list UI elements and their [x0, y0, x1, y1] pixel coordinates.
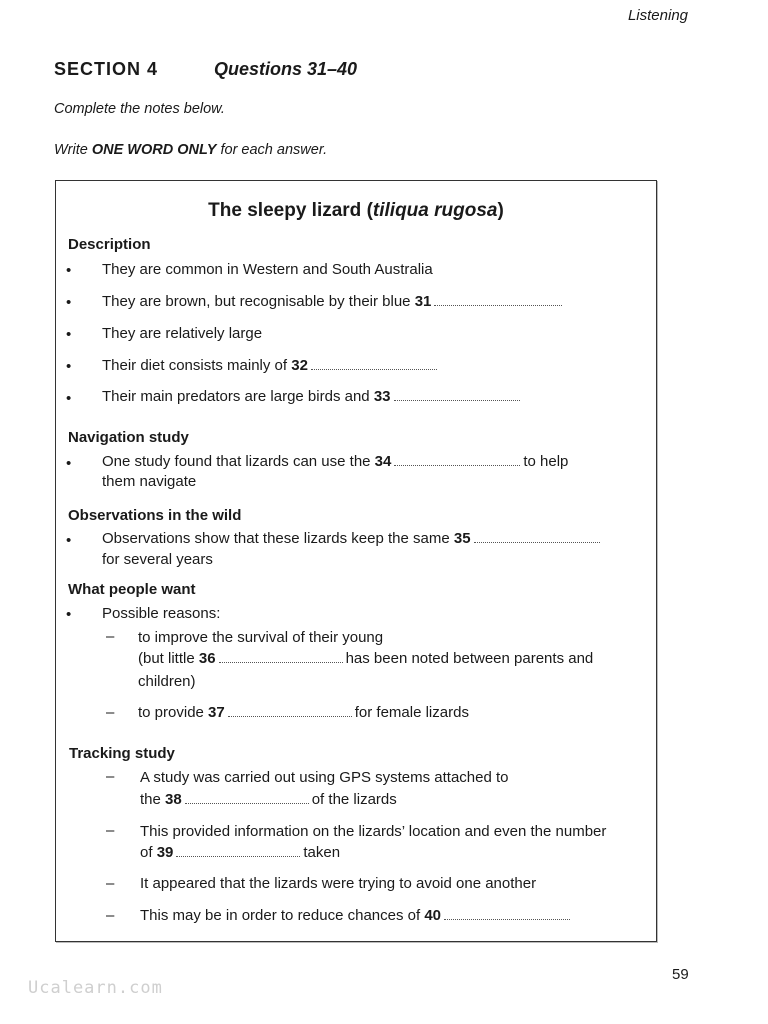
question-34-number: 34 — [374, 453, 392, 470]
question-36-number: 36 — [198, 650, 216, 667]
people-reasons: Possible reasons: — [102, 605, 221, 622]
desc-item-4: Their diet consists mainly of 32 — [102, 355, 440, 376]
instruction-word-limit: Write ONE WORD ONLY for each answer. — [54, 142, 328, 158]
navigation-item-line-2: them navigate — [102, 473, 197, 490]
navigation-item-line-1: One study found that lizards can use the 34 to help — [102, 453, 569, 470]
observations-item-line-2: for several years — [102, 551, 213, 568]
dash-icon: – — [106, 822, 115, 839]
bullet-icon: • — [66, 294, 72, 311]
heading-description: Description — [68, 236, 151, 253]
question-38-number: 38 — [165, 791, 182, 808]
notes-title: The sleepy lizard (tiliqua rugosa) — [208, 200, 504, 221]
tracking-item-2-line-2: of 39 taken — [140, 844, 341, 861]
question-33-number: 33 — [373, 388, 391, 405]
answer-blank-37[interactable] — [228, 715, 352, 717]
bullet-icon: • — [66, 390, 72, 407]
heading-tracking-study: Tracking study — [69, 745, 175, 762]
dash-icon: – — [106, 875, 115, 892]
question-32-number: 32 — [291, 357, 308, 374]
people-reason-1-line-1: to improve the survival of their young — [138, 629, 384, 646]
answer-blank-33[interactable] — [394, 399, 520, 401]
desc-item-5: Their main predators are large birds and 33 — [102, 386, 523, 407]
section-header: Listening — [627, 7, 688, 24]
question-35-number: 35 — [453, 530, 471, 547]
heading-observations: Observations in the wild — [68, 507, 242, 524]
people-reason-1-line-2: (but little 36 has been noted between parents and — [138, 650, 594, 667]
answer-blank-39[interactable] — [176, 855, 300, 857]
desc-item-3: They are relatively large — [102, 325, 263, 342]
dash-icon: – — [106, 704, 115, 721]
heading-what-people-want: What people want — [68, 581, 196, 598]
tracking-item-3: It appeared that the lizards were trying to avoid one another — [140, 875, 537, 892]
answer-blank-40[interactable] — [444, 918, 570, 920]
bullet-icon: • — [66, 326, 72, 343]
answer-blank-34[interactable] — [394, 464, 520, 466]
people-reason-2: to provide 37 for female lizards — [138, 704, 469, 721]
bullet-icon: • — [66, 455, 72, 472]
desc-item-1: They are common in Western and South Australia — [102, 261, 433, 278]
people-reason-1-line-3: children) — [138, 673, 196, 690]
answer-blank-32[interactable] — [311, 368, 437, 370]
tracking-item-1-line-1: A study was carried out using GPS systems attached to — [140, 769, 509, 786]
questions-range: Questions 31–40 — [214, 59, 358, 79]
dash-icon: – — [106, 907, 115, 924]
question-31-number: 31 — [414, 293, 432, 310]
answer-blank-31[interactable] — [434, 304, 562, 306]
dash-icon: – — [106, 768, 115, 785]
instruction-complete: Complete the notes below. — [54, 101, 225, 117]
bullet-icon: • — [66, 358, 72, 375]
section-label: SECTION 4 — [54, 59, 159, 79]
tracking-item-1-line-2: the 38 of the lizards — [140, 791, 397, 808]
question-37-number: 37 — [208, 704, 225, 721]
answer-blank-35[interactable] — [474, 541, 600, 543]
page-number: 59 — [672, 966, 689, 983]
watermark: Ucalearn.com — [28, 978, 163, 998]
heading-navigation-study: Navigation study — [68, 429, 189, 446]
bullet-icon: • — [66, 262, 72, 279]
bullet-icon: • — [66, 532, 72, 549]
bullet-icon: • — [66, 606, 72, 623]
dash-icon: – — [106, 628, 115, 645]
answer-blank-36[interactable] — [219, 661, 343, 663]
answer-blank-38[interactable] — [185, 802, 309, 804]
tracking-item-2-line-1: This provided information on the lizards’ location and even the number — [140, 823, 607, 840]
question-39-number: 39 — [156, 844, 174, 861]
observations-item-line-1: Observations show that these lizards keep the same 35 — [102, 528, 603, 549]
tracking-item-4: This may be in order to reduce chances of 40 — [140, 905, 573, 926]
desc-item-2: They are brown, but recognisable by their blue 31 — [102, 291, 565, 312]
question-40-number: 40 — [424, 907, 442, 924]
